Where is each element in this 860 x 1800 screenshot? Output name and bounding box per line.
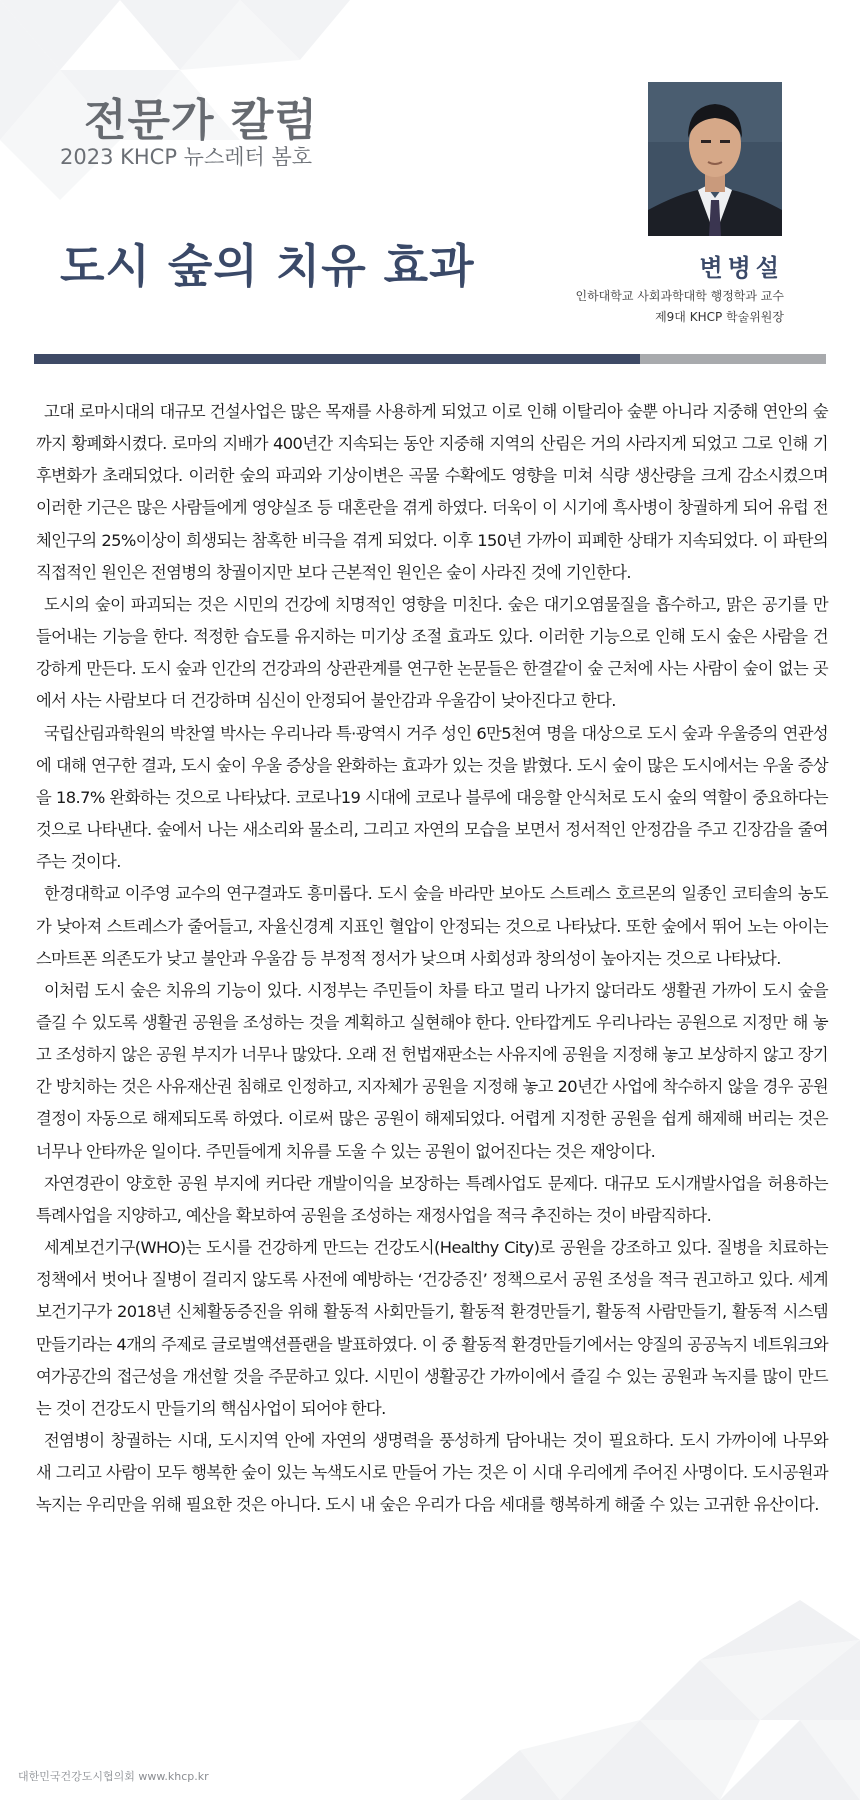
paragraph: 국립산림과학원의 박찬열 박사는 우리나라 특·광역시 거주 성인 6만5천여 명을 대상으로 도시 숲과 우울증의 연관성에 대해 연구한 결과, 도시 숲이 우울 증상을 완화하는 효과가 있는 것을 밝혔다. 도시 숲이 많은 도시에서는 우울 증상을 18.7% 완화하는 것으로 나타났다. 코로나19 시대에 코로나 블루에 대응할 안식처로 도시 숲의 역할이 중요하다는 것으로 나타낸다. 숲에서 나는 새소리와 물소리, 그리고 자연의 모습을 보면서 정서적인 안정감을 주고 긴장감을 줄여주는 것이다. xyxy=(36,723,828,872)
divider-light-segment xyxy=(640,354,826,364)
paragraph: 세계보건기구(WHO)는 도시를 건강하게 만드는 건강도시(Healthy City)로 공원을 강조하고 있다. 질병을 치료하는 정책에서 벗어나 질병이 걸리지 않도록 사전에 예방하는 ‘건강증진’ 정책으로서 공원 조성을 적극 권고하고 있다. 세계보건기구가 2018년 신체활동증진을 위해 활동적 사회만들기, 활동적 환경만들기, 활동적 사람만들기, 활동적 시스템만들기라는 4개의 주제로 글로벌액션플랜을 발표하였다. 이 중 활동적 환경만들기에서는 양질의 공공녹지 네트워크와 여가공간의 접근성을 개선할 것을 주문하고 있다. 시민이 생활공간 가까이에서 즐길 수 있는 공원과 녹지를 많이 만드는 것이 건강도시 만들기의 핵심사업이 되어야 한다. xyxy=(36,1238,828,1418)
paragraph: 도시의 숲이 파괴되는 것은 시민의 건강에 치명적인 영향을 미친다. 숲은 대기오염물질을 흡수하고, 맑은 공기를 만들어내는 기능을 한다. 적정한 습도를 유지하는 미기상 조절 효과도 있다. 이러한 기능으로 인해 도시 숲은 사람을 건강하게 만든다. 도시 숲과 인간의 건강과의 상관관계를 연구한 논문들은 한결같이 숲 근처에 사는 사람이 숲이 없는 곳에서 사는 사람보다 더 건강하며 심신이 안정되어 불안감과 우울감이 낮아진다고 한다. xyxy=(36,594,828,711)
paragraph: 고대 로마시대의 대규모 건설사업은 많은 목재를 사용하게 되었고 이로 인해 이탈리아 숲뿐 아니라 지중해 연안의 숲까지 황폐화시켰다. 로마의 지배가 400년간 지속되는 동안 지중해 지역의 산림은 거의 사라지게 되었고 그로 인해 기후변화가 초래되었다. 이러한 숲의 파괴와 기상이변은 곡물 수확에도 영향을 미쳐 식량 생산량을 크게 감소시켰으며 이러한 기근은 많은 사람들에게 영양실조 등 대혼란을 겪게 하였다. 더욱이 이 시기에 흑사병이 창궐하게 되어 유럽 전체인구의 25%이상이 희생되는 참혹한 비극을 겪게 되었다. 이후 150년 가까이 피폐한 상태가 지속되었다. 이 파탄의 직접적인 원인은 전염병의 창궐이지만 보다 근본적인 원인은 숲이 사라진 것에 기인한다. xyxy=(36,402,828,582)
divider-dark-segment xyxy=(34,354,640,364)
header-divider xyxy=(34,354,826,364)
column-header xyxy=(0,0,860,340)
author-name: 변병설 xyxy=(699,254,784,282)
column-kicker: 전문가 칼럼 xyxy=(84,95,318,146)
author-photo xyxy=(648,82,782,236)
article-body xyxy=(36,396,828,1521)
paragraph: 자연경관이 양호한 공원 부지에 커다란 개발이익을 보장하는 특례사업도 문제다. 대규모 도시개발사업을 허용하는 특례사업을 지양하고, 예산을 확보하여 공원을 조성하는 재정사업을 적극 추진하는 것이 바람직하다. xyxy=(36,1173,828,1225)
paragraph: 이처럼 도시 숲은 치유의 기능이 있다. 시정부는 주민들이 차를 타고 멀리 나가지 않더라도 생활권 가까이 도시 숲을 즐길 수 있도록 생활권 공원을 조성하는 것을 계획하고 실현해야 한다. 안타깝게도 우리나라는 공원으로 지정만 해 놓고 조성하지 않은 공원 부지가 너무나 많았다. 오래 전 헌법재판소는 사유지에 공원을 지정해 놓고 보상하지 않고 장기간 방치하는 것은 사유재산권 침해로 인정하고, 지자체가 공원을 지정해 놓고 20년간 사업에 착수하지 않을 경우 공원 결정이 자동으로 해제되도록 하였다. 이로써 많은 공원이 해제되었다. 어렵게 지정한 공원을 쉽게 해제해 버리는 것은 너무나 안타까운 일이다. 주민들에게 치유를 도울 수 있는 공원이 없어진다는 것은 재앙이다. xyxy=(36,980,828,1161)
footer-credit: 대한민국건강도시협의회 www.khcp.kr xyxy=(18,1770,209,1783)
newsletter-issue: 2023 KHCP 뉴스레터 봄호 xyxy=(60,145,313,169)
author-affiliation: 인하대학교 사회과학대학 행정학과 교수 xyxy=(575,289,784,303)
paragraph: 한경대학교 이주영 교수의 연구결과도 흥미롭다. 도시 숲을 바라만 보아도 스트레스 호르몬의 일종인 코티솔의 농도가 낮아져 스트레스가 줄어들고, 자율신경계 지표인 혈압이 안정되는 것으로 나타났다. 또한 숲에서 뛰어 노는 아이는 스마트폰 의존도가 낮고 불안과 우울감 등 부정적 정서가 낮으며 사회성과 창의성이 높아지는 것으로 나타났다. xyxy=(36,884,828,968)
article-title: 도시 숲의 치유 효과 xyxy=(60,239,475,293)
paragraph: 전염병이 창궐하는 시대, 도시지역 안에 자연의 생명력을 풍성하게 담아내는 것이 필요하다. 도시 가까이에 나무와 새 그리고 사람이 모두 행복한 숲이 있는 녹색도시로 만들어 가는 것은 이 시대 우리에게 주어진 사명이다. 도시공원과 녹지는 우리만을 위해 필요한 것은 아니다. 도시 내 숲은 우리가 다음 세대를 행복하게 해줄 수 있는 고귀한 유산이다. xyxy=(36,1431,828,1515)
author-role: 제9대 KHCP 학술위원장 xyxy=(655,310,784,324)
